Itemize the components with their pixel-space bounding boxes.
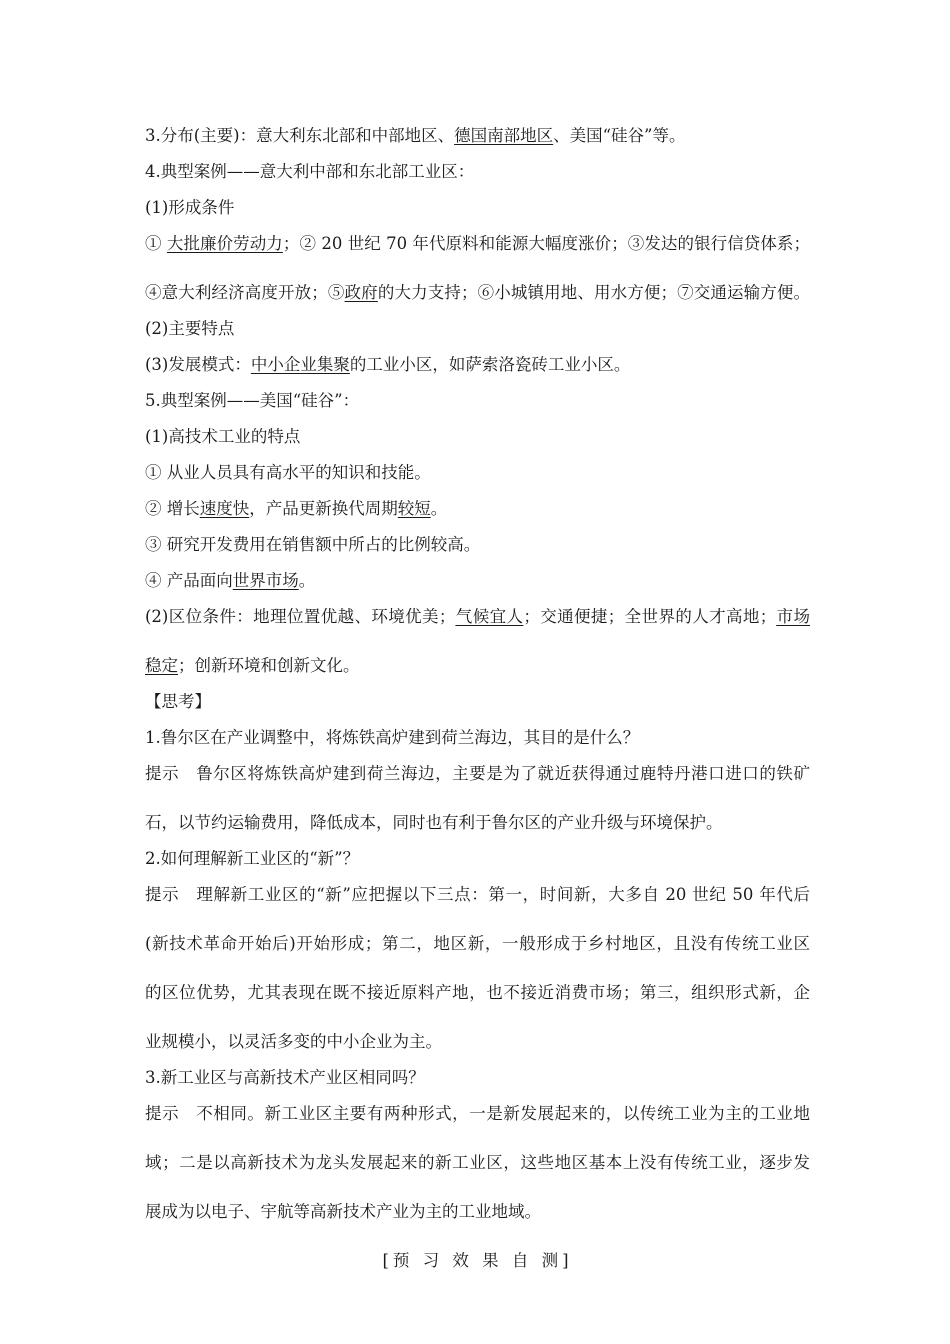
document-body <box>145 124 810 1273</box>
question-1: 1.鲁尔区在产业调整中，将炼铁高炉建到荷兰海边，其目的是什么？ <box>145 728 640 747</box>
conditions-line-1: ① 大批廉价劳动力；② 20 世纪 70 年代原料和能源大幅度涨价；③发达的银行信贷体系； <box>145 234 810 253</box>
case-heading-silicon-valley: 5.典型案例——美国“硅谷”： <box>145 391 360 410</box>
underlined-term: 市场 <box>776 607 811 626</box>
question-3: 3.新工业区与高新技术产业区相同吗？ <box>145 1068 425 1087</box>
answer-2-line-3: 的区位优势，尤其表现在既不接近原料产地，也不接近消费市场；第三，组织形式新，企 <box>145 983 810 1002</box>
subheading-conditions: (1)形成条件 <box>145 198 235 217</box>
question-2: 2.如何理解新工业区的“新”？ <box>145 849 360 868</box>
underlined-term: 世界市场 <box>232 571 299 590</box>
answer-2-line-2: (新技术革命开始后)开始形成；第二，地区新，一般形成于乡村地区，且没有传统工业区 <box>145 934 810 953</box>
answer-3-line-1: 提示 不相同。新工业区主要有两种形式，一是新发展起来的，以传统工业为主的工业地 <box>145 1104 810 1123</box>
underlined-term: 大批廉价劳动力 <box>166 234 283 253</box>
think-heading: 【思考】 <box>145 692 211 711</box>
section-title-self-test: [预 习 效 果 自 测] <box>382 1251 573 1270</box>
underlined-term: 速度快 <box>199 499 250 518</box>
feature-item-4: ④ 产品面向世界市场。 <box>145 571 316 590</box>
location-conditions-line-2: 稳定；创新环境和创新文化。 <box>145 656 360 675</box>
answer-3-line-2: 域；二是以高新技术为龙头发展起来的新工业区，这些地区基本上没有传统工业，逐步发 <box>145 1153 810 1172</box>
underlined-term: 稳定 <box>145 656 178 675</box>
underlined-term: 气候宜人 <box>455 607 524 626</box>
subheading-features: (2)主要特点 <box>145 319 235 338</box>
answer-1-line-1: 提示 鲁尔区将炼铁高炉建到荷兰海边，主要是为了就近获得通过鹿特丹港口进口的铁矿 <box>145 764 810 783</box>
location-conditions-line-1: (2)区位条件：地理位置优越、环境优美；气候宜人；交通便捷；全世界的人才高地；市场 <box>145 607 811 626</box>
answer-1-line-2: 石，以节约运输费用，降低成本，同时也有利于鲁尔区的产业升级与环境保护。 <box>145 813 723 832</box>
underlined-term: 中小企业集聚 <box>250 355 350 374</box>
subheading-hightech-features: (1)高技术工业的特点 <box>145 427 301 446</box>
conditions-line-2: ④意大利经济高度开放；⑤政府的大力支持；⑥小城镇用地、用水方便；⑦交通运输方便。 <box>145 283 811 302</box>
underlined-term: 德国南部地区 <box>454 126 554 145</box>
feature-item-2: ② 增长速度快，产品更新换代周期较短。 <box>145 499 448 518</box>
development-mode-line: (3)发展模式：中小企业集聚的工业小区，如萨索洛瓷砖工业小区。 <box>145 355 631 374</box>
answer-2-line-1: 提示 理解新工业区的“新”应把握以下三点：第一，时间新，大多自 20 世纪 50 年代后 <box>145 885 810 904</box>
answer-3-line-3: 展成为以电子、宇航等高新技术产业为主的工业地域。 <box>145 1202 541 1221</box>
underlined-term: 政府 <box>344 283 378 302</box>
case-heading-italy: 4.典型案例——意大利中部和东北部工业区： <box>145 162 475 181</box>
answer-2-line-4: 业规模小，以灵活多变的中小企业为主。 <box>145 1032 442 1051</box>
feature-item-1: ① 从业人员具有高水平的知识和技能。 <box>145 463 431 482</box>
distribution-line: 3.分布(主要)：意大利东北部和中部地区、德国南部地区、美国“硅谷”等。 <box>145 126 686 145</box>
underlined-term: 较短 <box>397 499 431 518</box>
feature-item-3: ③ 研究开发费用在销售额中所占的比例较高。 <box>145 535 481 554</box>
